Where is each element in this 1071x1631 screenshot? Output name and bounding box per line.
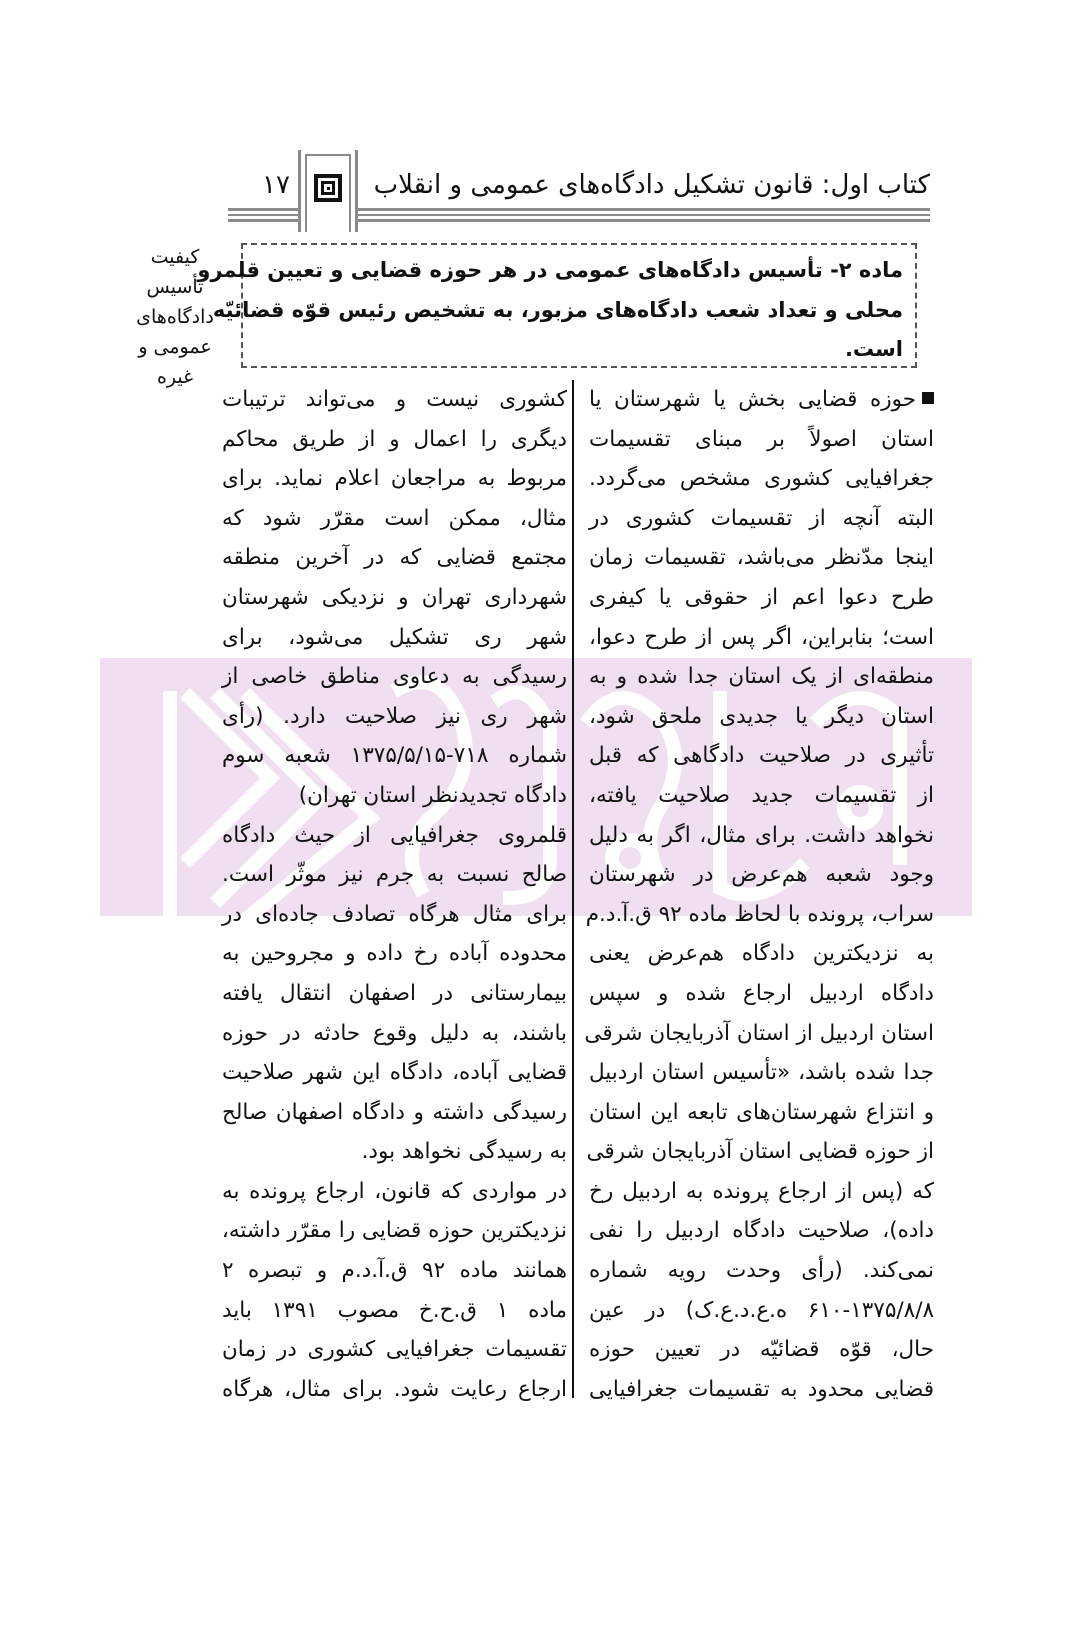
left-column-line: برای مثال هرگاه تصادف جاده‌ای در: [222, 901, 567, 927]
margin-note-line: کیفیت: [150, 246, 200, 268]
left-column-line: نزدیکترین حوزه قضایی را مقرّر داشته،: [221, 1218, 567, 1244]
right-column-line: البته آنچه از تقسیمات کشوری در: [589, 505, 934, 531]
margin-note-line: تأسیس: [146, 276, 204, 298]
right-column-line: [589, 380, 934, 420]
concentric-square-icon: [314, 174, 342, 202]
left-column-line: مربوط به مراجعان اعلام نماید. برای: [222, 466, 567, 492]
left-column: [222, 380, 567, 1409]
right-column-line: سراب، پرونده با لحاظ ماده ۹۲ ق.آ.د.م: [585, 901, 934, 927]
right-column-line: به نزدیکترین دادگاه هم‌عرض یعنی: [589, 941, 934, 967]
right-column-line: استان اصولاً بر مبنای تقسیمات: [589, 426, 934, 452]
left-column-line: دادگاه تجدیدنظر استان تهران): [298, 782, 567, 808]
right-column-line: ۶۱۰-۱۳۷۵/۸/۸ ه.ع.د.ع.ک) در عین: [589, 1297, 934, 1323]
left-column-line: در مواردی که قانون، ارجاع پرونده به: [222, 1178, 567, 1204]
left-column-line: محدوده آباده رخ داده و مجروحین به: [222, 941, 567, 967]
left-column-line: دیگری را اعمال و از طریق محاکم: [222, 426, 567, 452]
margin-note-line: عمومی و: [138, 336, 212, 358]
left-column-line: شماره ۷۱۸-۱۳۷۵/۵/۱۵ شعبه سوم: [222, 743, 567, 769]
left-column-line: ارجاع رعایت شود. برای مثال، هرگاه: [222, 1376, 567, 1402]
header-emblem-frame: [298, 150, 358, 232]
right-column-line: از تقسیمات جدید صلاحیت یافته،: [589, 782, 934, 808]
left-column-line: صالح نسبت به جرم نیز موثّر است.: [222, 862, 567, 888]
running-title: کتاب اول: قانون تشکیل دادگاه‌های عمومی و انقلاب: [368, 168, 930, 202]
right-column: [584, 380, 934, 1409]
left-column-line: شهر ری تشکیل می‌شود، برای: [222, 624, 567, 650]
right-column-line: تأثیری در صلاحیت دادگاهی که قبل: [589, 743, 934, 769]
right-column-line: نخواهد داشت. برای مثال، اگر به دلیل: [589, 822, 934, 848]
right-column-line: طرح دعوا اعم از حقوقی یا کیفری: [589, 584, 934, 610]
left-column-line: تقسیمات جغرافیایی کشوری در زمان: [222, 1337, 567, 1363]
left-column-line: همانند ماده ۹۲ ق.آ.د.م و تبصره ۲: [222, 1258, 567, 1284]
left-column-line: باشند، به دلیل وقوع حادثه در حوزه: [222, 1020, 567, 1046]
right-column-line: از حوزه قضایی استان آذربایجان شرقی: [586, 1139, 934, 1165]
left-column-line: قضایی آباده، دادگاه این شهر صلاحیت: [222, 1060, 567, 1086]
right-column-line: استان دیگر یا جدیدی ملحق شود،: [589, 703, 934, 729]
page-number: ۱۷: [256, 168, 296, 202]
left-column-line: رسیدگی به دعاوی مناطق خاصی از: [222, 664, 567, 690]
right-column-line: است؛ بنابراین، اگر پس از طرح دعوا،: [589, 624, 934, 650]
left-column-line: شهرداری تهران و نزدیکی شهرستان: [222, 584, 567, 610]
margin-note-line: دادگاه‌های: [136, 306, 214, 328]
right-column-line: قضایی محدود به تقسیمات جغرافیایی: [589, 1376, 934, 1402]
left-column-line: مثال، ممکن است مقرّر شود که: [222, 505, 567, 531]
right-column-line: استان اردبیل از استان آذربایجان شرقی: [584, 1020, 934, 1046]
right-column-line: جغرافیایی کشوری مشخص می‌گردد.: [589, 466, 934, 492]
article-text-box: [197, 243, 917, 368]
left-column-line: شهر ری نیز صلاحیت دارد. (رأی: [222, 703, 567, 729]
right-column-line: نمی‌کند. (رأی وحدت رویه شماره: [589, 1258, 934, 1284]
left-column-line: مجتمع قضایی که در آخرین منطقه: [222, 545, 567, 571]
right-column-line: جدا شده باشد، «تأسیس استان اردبیل: [589, 1060, 934, 1086]
column-divider: [572, 380, 574, 1398]
right-column-line: داده)، صلاحیت دادگاه اردبیل را نفی: [589, 1218, 934, 1244]
right-column-line: وجود شعبه هم‌عرض در شهرستان: [589, 862, 934, 888]
square-bullet-icon: [922, 392, 934, 404]
right-column-line-text: حوزه قضایی بخش یا شهرستان یا: [589, 387, 916, 412]
right-column-line: منطقه‌ای از یک استان جدا شده و به: [589, 664, 934, 690]
page-header: [228, 150, 930, 232]
right-column-line: حال، قوّه قضائیّه در تعیین حوزه: [589, 1337, 934, 1363]
left-column-line: بیمارستانی در اصفهان انتقال یافته: [222, 980, 567, 1006]
article-line: ماده ۲- تأسیس دادگاه‌های عمومی در هر حوزه قضایی و تعیین قلمرو: [197, 258, 903, 282]
margin-note-line: غیره: [156, 366, 194, 388]
article-line: است.: [844, 337, 903, 362]
left-column-line: رسیدگی داشته و دادگاه اصفهان صالح: [222, 1099, 567, 1125]
right-column-line: اینجا مدّنظر می‌باشد، تقسیمات زمان: [589, 545, 934, 571]
commentary-columns: [222, 380, 934, 1400]
right-column-line: که (پس از ارجاع پرونده به اردبیل رخ: [589, 1178, 934, 1204]
left-column-line: قلمروی جغرافیایی از حیث دادگاه: [222, 822, 567, 848]
right-column-line: و انتزاع شهرستان‌های تابعه این استان: [589, 1099, 934, 1125]
left-column-line: به رسیدگی نخواهد بود.: [361, 1139, 567, 1165]
right-column-line: دادگاه اردبیل ارجاع شده و سپس: [589, 980, 934, 1006]
left-column-line: ماده ۱ ق.ح.خ مصوب ۱۳۹۱ باید: [222, 1297, 567, 1323]
article-line: محلی و تعداد شعب دادگاه‌های مزبور، به تشخیص رئیس قوّه قضائیّه: [212, 297, 903, 322]
left-column-line: کشوری نیست و می‌تواند ترتیبات: [222, 387, 567, 412]
